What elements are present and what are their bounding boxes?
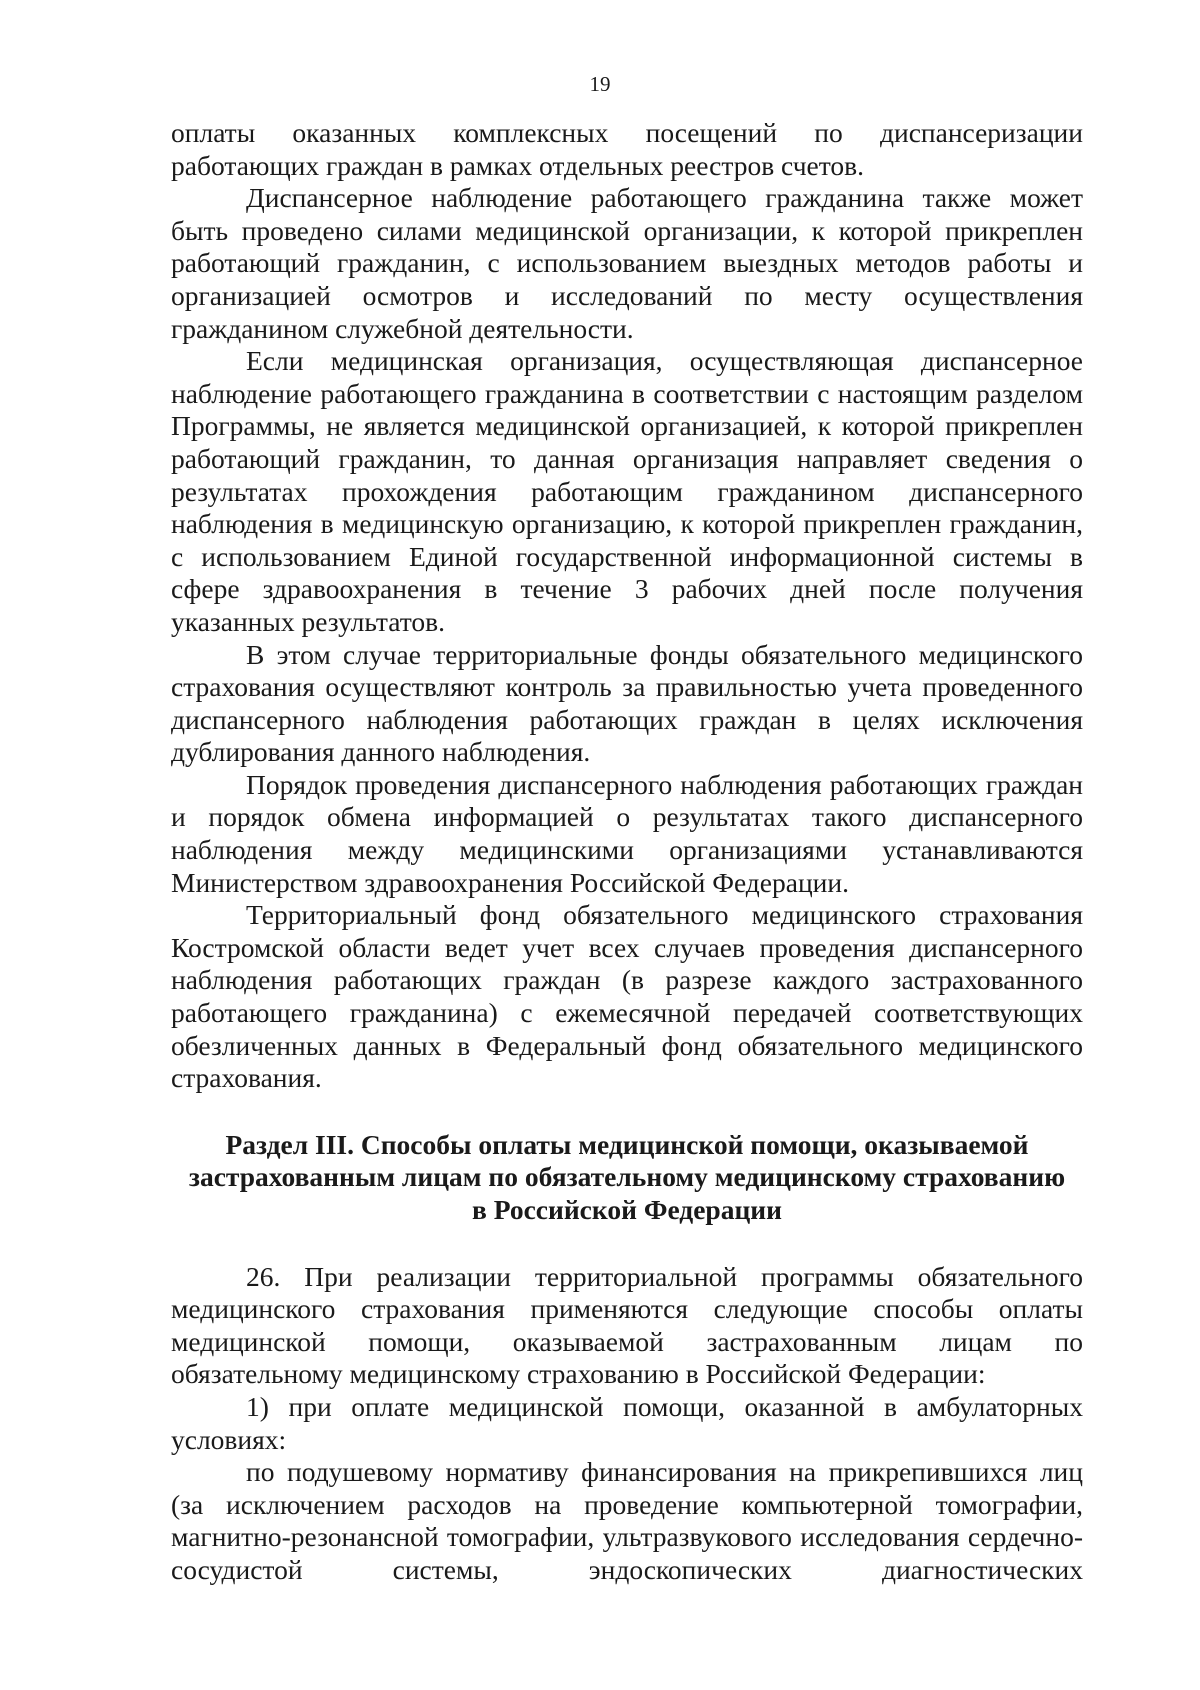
paragraph: по подушевому нормативу финансирования на прикрепившихся лиц (за исключением расходов на проведение компьютерной томографии, магнитно-резонансной томографии, ультразвукового исследования сердечно-сосудистой системы, эндоскопических диагностических xyxy=(171,1456,1083,1585)
document-body xyxy=(171,117,1083,1587)
section-heading-line: застрахованным лицам по обязательному медицинскому страхованию xyxy=(188,1161,1066,1193)
paragraph: Территориальный фонд обязательного медицинского страхования Костромской области ведет учет всех случаев проведения диспансерного наблюдения работающих граждан (в разрезе каждого застрахованного работающего гражданина) с ежемесячной передачей соответствующих обезличенных данных в Федеральный фонд обязательного медицинского страхования. xyxy=(171,899,1083,1094)
section-heading-line: Раздел III. Способы оплаты медицинской помощи, оказываемой xyxy=(225,1128,1029,1160)
section-heading-line: в Российской Федерации xyxy=(471,1194,782,1225)
paragraph: Порядок проведения диспансерного наблюдения работающих граждан и порядок обмена информацией о результатах такого диспансерного наблюдения между медицинскими организациями устанавливаются Министерством здравоохранения Российской Федерации. xyxy=(171,768,1083,898)
page-number: 19 xyxy=(589,72,611,96)
paragraph: 26. При реализации территориальной программы обязательного медицинского страхования применяются следующие способы оплаты медицинской помощи, оказываемой застрахованным лицам по обязательному медицинскому страхованию в Российской Федерации: xyxy=(171,1260,1083,1390)
paragraph: Если медицинская организация, осуществляющая диспансерное наблюдение работающего гражданина в соответствии с настоящим разделом Программы, не является медицинской организацией, к которой прикреплен работающий гражданин, то данная организация направляет сведения о результатах прохождения работающим гражданином диспансерного наблюдения в медицинскую организацию, к которой прикреплен гражданин, с использованием Единой государственной информационной системы в сфере здравоохранения в течение 3 рабочих дней после получения указанных результатов. xyxy=(171,345,1083,637)
paragraph: В этом случае территориальные фонды обязательного медицинского страхования осуществляют контроль за правильностью учета проведенного диспансерного наблюдения работающих граждан в целях исключения дублирования данного наблюдения. xyxy=(171,638,1083,768)
paragraph: 1) при оплате медицинской помощи, оказанной в амбулаторных условиях: xyxy=(171,1390,1083,1455)
section-heading xyxy=(171,1095,1083,1261)
paragraph: оплаты оказанных комплексных посещений по диспансеризации работающих граждан в рамках отдельных реестров счетов. xyxy=(171,117,1083,181)
paragraph: Диспансерное наблюдение работающего гражданина также может быть проведено силами медицинской организации, к которой прикреплен работающий гражданин, с использованием выездных методов работы и организацией осмотров и исследований по месту осуществления гражданином служебной деятельности. xyxy=(171,182,1083,344)
